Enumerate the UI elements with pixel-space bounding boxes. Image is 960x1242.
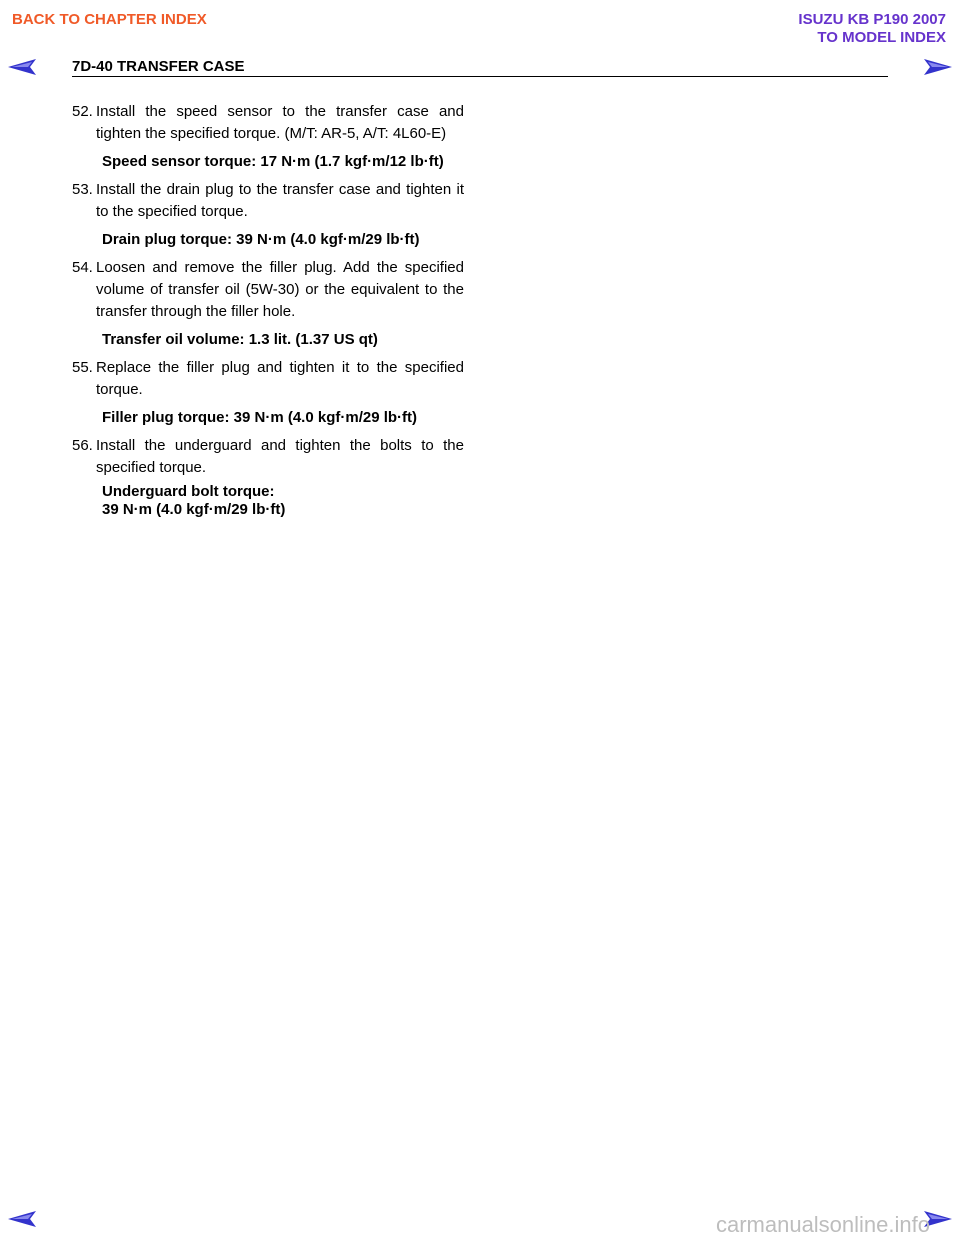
back-to-chapter-index-link[interactable]: BACK TO CHAPTER INDEX — [12, 11, 207, 28]
header-rule — [72, 76, 888, 77]
speed-sensor-torque-spec: Speed sensor torque: 17 N·m (1.7 kgf·m/12 lb·ft) — [102, 153, 444, 170]
step-text: Replace the filler plug and tighten it to the specified torque. — [96, 359, 464, 398]
step-text: Install the underguard and tighten the bolts to the specified torque. — [96, 437, 464, 476]
step-55 — [72, 357, 464, 401]
step-text: Loosen and remove the filler plug. Add the specified volume of transfer oil (5W-30) or the equivalent to the transfer through the filler hole. — [96, 259, 464, 320]
step-53 — [72, 179, 464, 223]
previous-page-arrow-icon[interactable] — [8, 58, 38, 76]
step-number: 53. — [72, 181, 93, 198]
drain-plug-torque-spec: Drain plug torque: 39 N·m (4.0 kgf·m/29 lb·ft) — [102, 231, 420, 248]
page-header-title: 7D-40 TRANSFER CASE — [72, 58, 245, 75]
next-page-arrow-icon[interactable] — [922, 58, 952, 76]
underguard-spec-label: Underguard bolt torque: — [102, 483, 275, 500]
step-52 — [72, 101, 464, 145]
watermark: carmanualsonline.info — [715, 1212, 930, 1237]
bottom-previous-page-arrow-icon[interactable] — [8, 1210, 38, 1228]
underguard-bolt-torque-spec — [72, 483, 464, 519]
step-text: Install the speed sensor to the transfer case and tighten the specified torque. (M/T: AR-5, A/T: 4L60-E) — [96, 103, 464, 142]
procedure-steps — [72, 101, 464, 525]
filler-plug-torque-spec: Filler plug torque: 39 N·m (4.0 kgf·m/29 lb·ft) — [102, 409, 418, 426]
model-title: ISUZU KB P190 2007 — [798, 11, 946, 28]
transfer-oil-volume-spec: Transfer oil volume: 1.3 lit. (1.37 US qt) — [102, 331, 378, 348]
step-54 — [72, 257, 464, 323]
step-number: 54. — [72, 259, 93, 276]
step-number: 56. — [72, 437, 93, 454]
underguard-spec-value: 39 N·m (4.0 kgf·m/29 lb·ft) — [102, 501, 286, 518]
to-model-index-link[interactable]: TO MODEL INDEX — [817, 29, 946, 46]
step-number: 52. — [72, 103, 93, 120]
step-number: 55. — [72, 359, 93, 376]
step-56 — [72, 435, 464, 479]
step-text: Install the drain plug to the transfer case and tighten it to the specified torque. — [96, 181, 464, 220]
